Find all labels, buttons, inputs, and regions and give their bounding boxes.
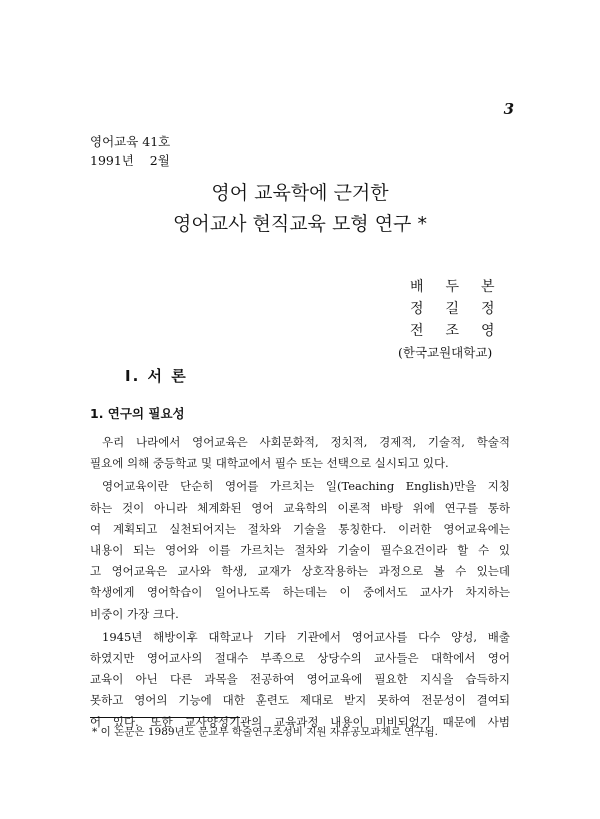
page-number: 3 <box>503 100 514 118</box>
section-heading: I. 서 론 <box>125 367 188 385</box>
text-line: 비중이 가장 크다. <box>90 606 179 621</box>
author-block <box>398 276 517 364</box>
title-line-2: 영어교사 현직교육 모형 연구 * <box>173 213 427 235</box>
author-affiliation: (한국교원대학교) <box>398 345 493 360</box>
paragraph <box>90 476 510 624</box>
journal-issue: 영어교육 41호 <box>90 134 171 149</box>
text-line: 하였지만 영어교사의 절대수 부족으로 상당수의 교사들은 대학에서 영어 <box>90 651 510 666</box>
footnote: * 이 논문은 1989년도 문교부 학술연구조성비 지원 자유공모과제로 연구됨. <box>92 726 439 738</box>
body-text <box>90 432 510 735</box>
paragraph <box>90 432 510 474</box>
text-line: 어 있다. 또한 교사양성기관의 교육과정 내용이 미비되었기 때문에 사범 <box>90 714 510 729</box>
author-name: 정길정 <box>410 301 517 317</box>
text-line: 교육이 아닌 다른 과목을 전공하여 영어교육에 필요한 지식을 습득하지 <box>90 672 510 687</box>
text-line: 내용이 되는 영어와 이를 가르치는 절차와 기술이 필수요건이라 할 수 있 <box>90 543 510 558</box>
text-line: 고 영어교육은 교사와 학생, 교재가 상호작용하는 과정으로 볼 수 있는데 <box>90 564 510 579</box>
title-line-1: 영어 교육학에 근거한 <box>211 182 389 204</box>
text-line: 1945년 해방이후 대학교나 기타 기관에서 영어교사를 다수 양성, 배출 <box>102 629 510 644</box>
text-line: 하는 것이 아니라 체계화된 영어 교육학의 이론적 바탕 위에 연구를 통하 <box>90 500 510 515</box>
journal-info <box>90 132 170 170</box>
footnote-rule <box>90 717 240 718</box>
text-line: 필요에 의해 중등학교 및 대학교에서 필수 또는 선택으로 실시되고 있다. <box>90 456 449 471</box>
text-line: 학생에게 영어학습이 일어나도록 하는데는 이 중에서도 교사가 차지하는 <box>90 585 510 600</box>
journal-date: 1991년 2월 <box>90 153 170 168</box>
author-name: 전조영 <box>410 323 517 339</box>
text-line: 영어교육이란 단순히 영어를 가르치는 일(Teaching English)만을 지칭 <box>102 479 510 494</box>
text-line: 여 계획되고 실천되어지는 절차와 기술을 통칭한다. 이러한 영어교육에는 <box>90 521 510 536</box>
text-line: 우리 나라에서 영어교육은 사회문화적, 정치적, 경제적, 기술적, 학술적 <box>102 435 510 449</box>
author-name: 배두본 <box>410 279 517 295</box>
subsection-heading: 1. 연구의 필요성 <box>90 406 185 421</box>
paper-title <box>0 178 600 240</box>
text-line: 못하고 영어의 기능에 대한 훈련도 제대로 받지 못하여 전문성이 결여되 <box>90 693 510 708</box>
